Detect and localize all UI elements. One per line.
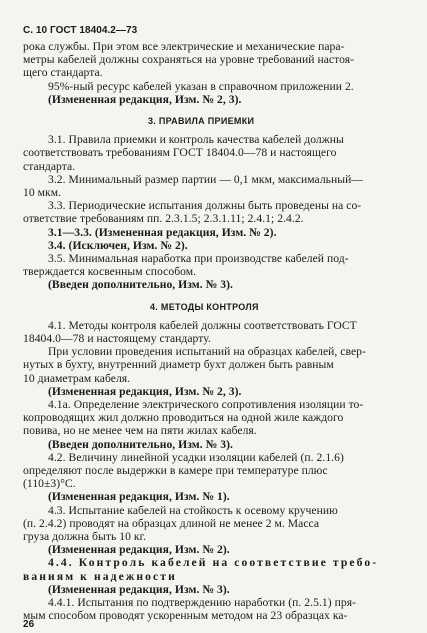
text-line: 4.1а. Определение электрического сопротивления изоляции то- <box>48 398 364 411</box>
text-line: 95%-ный ресурс кабелей указан в справочном приложении 2. <box>48 79 354 93</box>
text-line: рока службы. При этом все электрические и механические пара- <box>23 40 345 53</box>
amendment-note: 3.1—3.3. (Измененная редакция, Изм. № 2). <box>48 225 277 239</box>
text-line: 3.2. Минимальный размер партии — 0,1 мкм, максимальный— <box>48 172 363 186</box>
text-line: стандарта. <box>23 159 76 173</box>
amendment-note: (Введен дополнительно, Изм. № 3). <box>48 437 233 451</box>
text-line: повива, но не менее чем на пяти жилах кабеля. <box>23 424 257 438</box>
text-line: мым способом проводят ускоренным методом на 23 образцах ка- <box>23 609 348 623</box>
text-line: метры кабелей должны сохраняться на уровне требований настоя- <box>23 53 355 67</box>
text-line: 3.1. Правила приемки и контроль качества кабелей должны <box>48 133 344 147</box>
text-line: 4.2. Величину линейной усадки изоляции кабелей (п. 2.1.6) <box>48 450 344 464</box>
text-line: При условии проведения испытаний на образцах кабелей, свер- <box>48 345 366 359</box>
text-line: 4.1. Методы контроля кабелей должны соответствовать ГОСТ <box>48 318 357 332</box>
amendment-note: (Измененная редакция, Изм. № 3). <box>48 582 230 596</box>
section-heading: 4. МЕТОДЫ КОНТРОЛЯ <box>150 301 259 312</box>
text-line: ответствие требованиям пп. 2.3.1.5; 2.3.1.11; 2.4.1; 2.4.2. <box>23 212 304 226</box>
text-line: тверждается косвенным способом. <box>23 265 197 279</box>
amendment-note: 3.4. (Исключен, Изм. № 2). <box>48 238 188 252</box>
text-line: (110±3)°С. <box>23 477 76 491</box>
text-line: щего стандарта. <box>23 66 103 80</box>
text-line: определяют после выдержки в камере при температуре плюс <box>23 464 328 477</box>
page-number: 26 <box>23 619 35 630</box>
amendment-note: (Измененная редакция, Изм. № 1). <box>48 490 230 504</box>
running-header: С. 10 ГОСТ 18404.2—73 <box>23 25 138 36</box>
text-line: нутых в бухту, внутренний диаметр бухт должен быть равным <box>23 358 334 372</box>
amendment-note: (Измененная редакция, Изм. № 2). <box>48 543 230 557</box>
text-line: копроводящих жил должно проводиться на одной жиле каждого <box>23 411 344 425</box>
amendment-note: (Измененная редакция, Изм. № 2, 3). <box>48 92 242 106</box>
text-line: 10 диаметрам кабеля. <box>23 371 131 385</box>
subsection-heading: 4.4. Контроль кабелей на соответствие требо- <box>48 556 379 570</box>
text-line: груза должна быть 10 кг. <box>23 530 147 543</box>
section-heading: 3. ПРАВИЛА ПРИЕМКИ <box>148 116 255 126</box>
text-line: 4.3. Испытание кабелей на стойкость к осевому кручению <box>48 503 338 517</box>
text-line: соответствовать требованиям ГОСТ 18404.0—78 и настоящего <box>23 146 337 160</box>
text-line: 10 мкм. <box>23 186 62 199</box>
amendment-note: (Измененная редакция, Изм. № 2, 3). <box>48 384 242 398</box>
text-line: (п. 2.4.2) проводят на образцах длиной не менее 2 м. Масса <box>23 516 320 530</box>
text-line: 4.4.1. Испытания по подтверждению наработки (п. 2.5.1) пря- <box>48 596 356 609</box>
text-line: 18404.0—78 и настоящему стандарту. <box>23 332 211 345</box>
text-line: 3.5. Минимальная наработка при производстве кабелей под- <box>48 252 349 265</box>
subsection-heading: ваниям к надежности <box>23 569 177 583</box>
amendment-note: (Введен дополнительно, Изм. № 3). <box>48 278 233 292</box>
text-line: 3.3. Периодические испытания должны быть проведены на со- <box>48 199 362 213</box>
